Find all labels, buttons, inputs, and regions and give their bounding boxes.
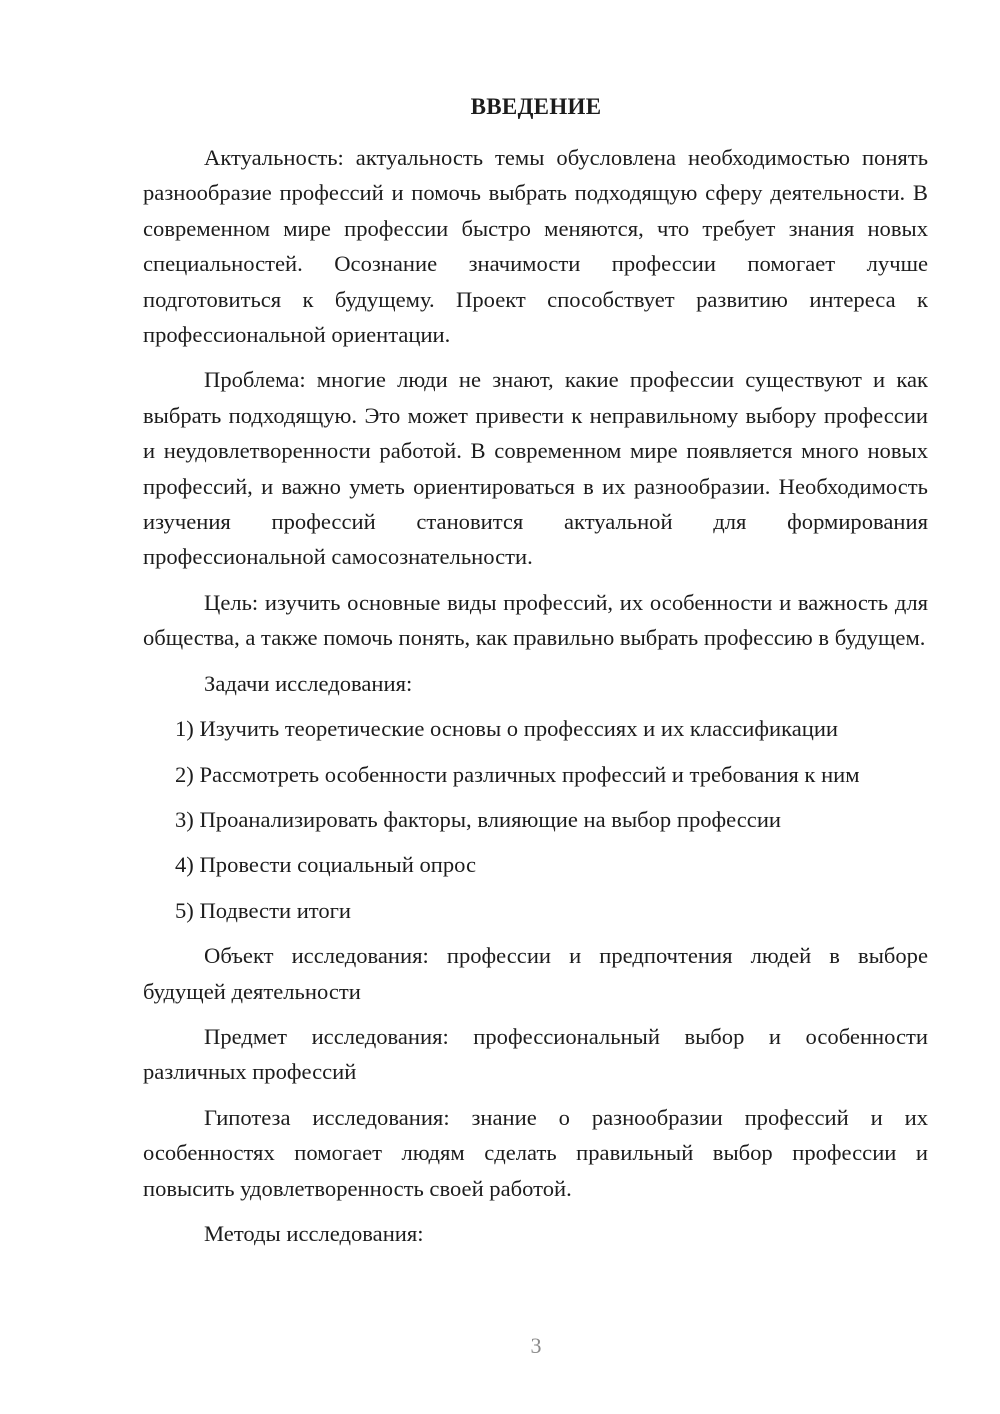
list-item: 4) Провести социальный опрос [175, 852, 477, 878]
page-number: 3 [530, 1333, 542, 1358]
paragraph-object: Объект исследования: профессии и предпочтения людей в выборе будущей деятельности [143, 943, 928, 1004]
list-item: 5) Подвести итоги [175, 897, 352, 923]
page-title: ВВЕДЕНИЕ [470, 94, 602, 119]
paragraph-relevance: Актуальность: актуальность темы обусловлена необходимостью понять разнообразие профессий и помочь выбрать подходящую сферу деятельности. В современном мире профессии быстро меняются, что требует знания новых специальностей. Осознание значимости профессии помогает лучше подготовиться к будущему. Проект способствует развитию интереса к профессиональной ориентации. [143, 145, 928, 348]
list-item: 3) Проанализировать факторы, влияющие на выбор профессии [175, 806, 782, 832]
list-item: 1) Изучить теоретические основы о профессиях и их классификации [175, 716, 839, 742]
paragraph-tasks-heading: Задачи исследования: [204, 670, 413, 696]
list-item: 2) Рассмотреть особенности различных профессий и требования к ним [175, 761, 860, 787]
body-text [143, 140, 928, 1261]
paragraph-methods: Методы исследования: [204, 1220, 424, 1246]
paragraph-hypothesis: Гипотеза исследования: знание о разнообразии профессий и их особенностях помогает людям сделать правильный выбор профессии и повысить удовлетворенность своей работой. [143, 1104, 928, 1201]
paragraph-subject: Предмет исследования: профессиональный выбор и особенности различных профессий [143, 1023, 928, 1085]
paragraph-goal: Цель: изучить основные виды профессий, их особенности и важность для общества, а также помочь понять, как правильно выбрать профессию в будущем. [143, 589, 928, 651]
tasks-list [143, 711, 928, 928]
paragraph-problem: Проблема: многие люди не знают, какие профессии существуют и как выбрать подходящую. Это может привести к неправильному выбору профессии и неудовлетворенности работой. В современном мире появляется много новых профессий, и важно уметь ориентироваться в их разнообразии. Необходимость изучения профессий становится актуальной для формирования профессиональной самосознательности. [143, 367, 928, 570]
